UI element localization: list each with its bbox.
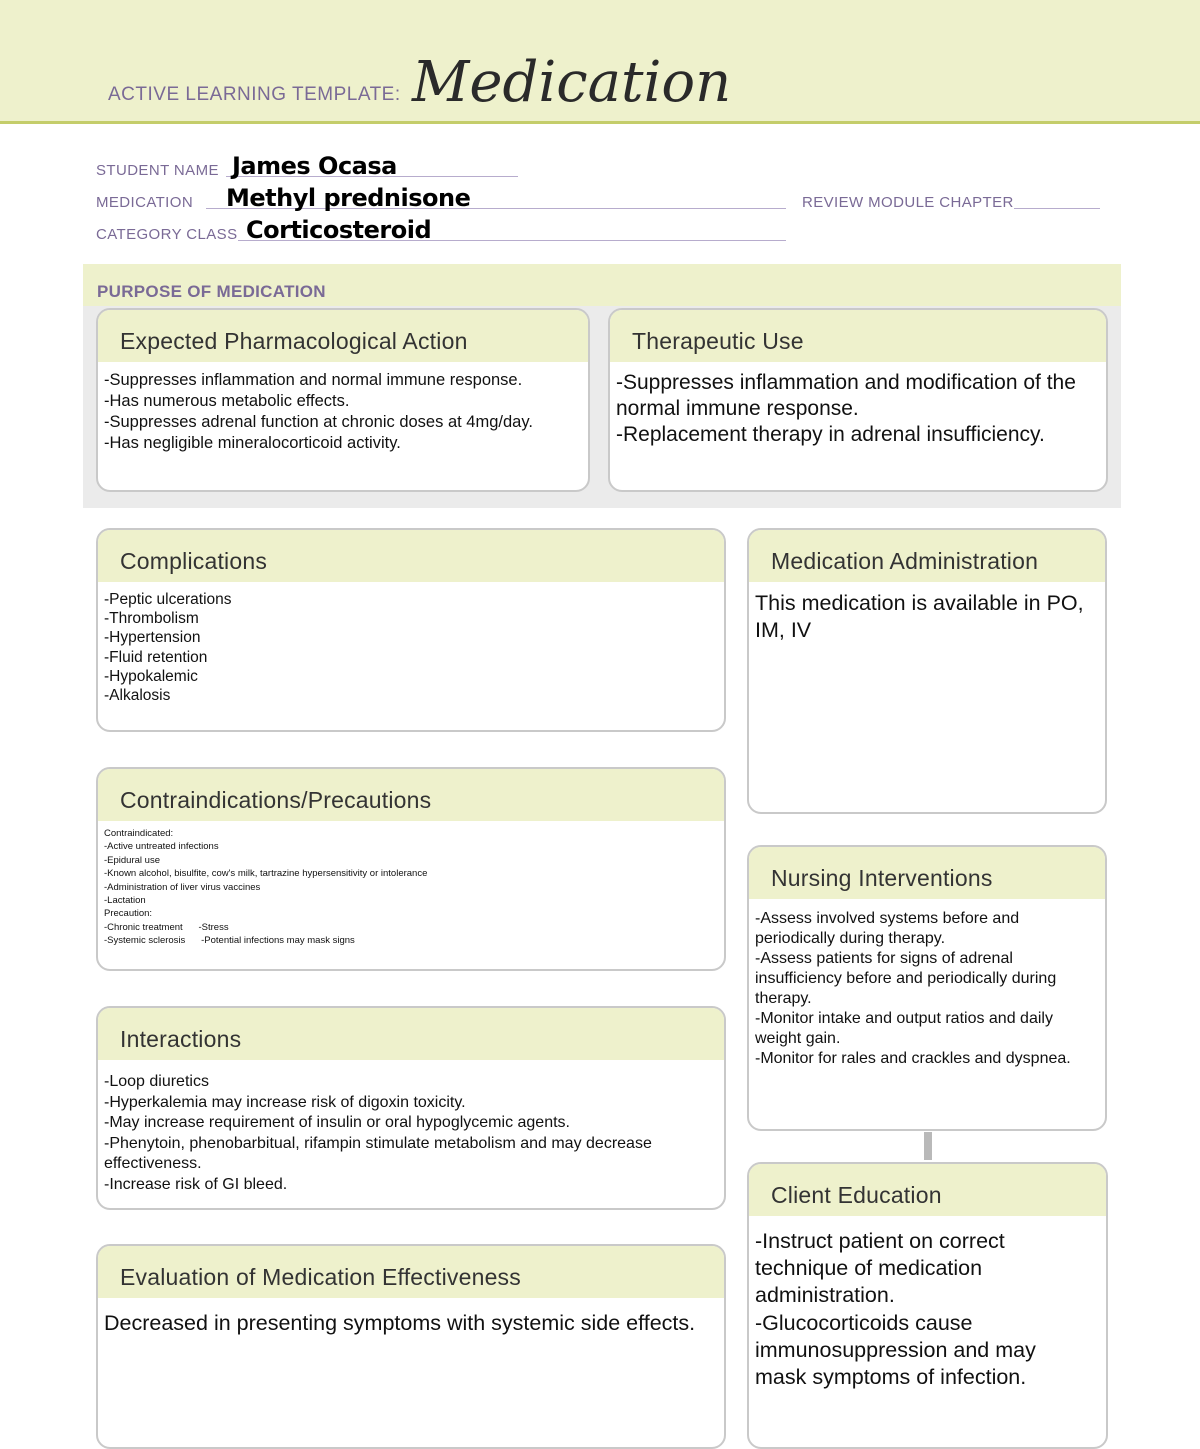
contraindications-box	[96, 767, 726, 971]
evaluation-box	[96, 1244, 726, 1449]
evaluation-title: Evaluation of Medication Effectiveness	[98, 1246, 724, 1298]
client-education-title: Client Education	[749, 1164, 1106, 1216]
therapeutic-use-box	[608, 308, 1108, 492]
template-header	[0, 0, 1200, 124]
client-education-text[interactable]: -Instruct patient on correct technique of medication administration. -Glucocorticoids cause immunosuppression and may mask symptoms of infection.	[755, 1229, 1036, 1390]
interactions-title: Interactions	[98, 1008, 724, 1060]
medication-field[interactable]: Methyl prednisone	[226, 184, 471, 212]
student-name-field[interactable]: James Ocasa	[232, 152, 397, 180]
therapeutic-use-text[interactable]: -Suppresses inflammation and modification of the normal immune response. -Replacement therapy in adrenal insufficiency.	[616, 371, 1076, 446]
contraindications-text[interactable]: Contraindicated: -Active untreated infections -Epidural use -Known alcohol, bisulfite, cow's milk, tartrazine hypersensitivity or intolerance -Administration of liver virus vaccines -Lactation Precaution: -Chronic treatment -Stress -Systemic sclerosis -Potential infections may mask signs	[104, 828, 428, 947]
review-module-label: REVIEW MODULE CHAPTER	[802, 194, 1014, 211]
complications-title: Complications	[98, 530, 724, 582]
complications-text[interactable]: -Peptic ulcerations -Thrombolism -Hypertension -Fluid retention -Hypokalemic -Alkalosis	[104, 591, 232, 705]
administration-text[interactable]: This medication is available in PO, IM, IV	[755, 591, 1084, 642]
interactions-box	[96, 1006, 726, 1210]
expected-action-box	[96, 308, 590, 492]
evaluation-text[interactable]: Decreased in presenting symptoms with systemic side effects.	[104, 1311, 696, 1335]
complications-box	[96, 528, 726, 732]
purpose-label: PURPOSE OF MEDICATION	[97, 282, 326, 301]
nursing-interventions-text[interactable]: -Assess involved systems before and periodically during therapy. -Assess patients for signs of adrenal insufficiency before and periodically during therapy. -Monitor intake and output ratios and daily weight gain. -Monitor for rales and crackles and dyspnea.	[755, 910, 1071, 1067]
expected-action-title: Expected Pharmacological Action	[98, 310, 588, 362]
purpose-header	[83, 264, 1121, 306]
interactions-text[interactable]: -Loop diuretics -Hyperkalemia may increase risk of digoxin toxicity. -May increase requirement of insulin or oral hypoglycemic agents. -Phenytoin, phenobarbitual, rifampin stimulate metabolism and may decrease effectiveness. -Increase risk of GI bleed.	[104, 1073, 652, 1193]
administration-box	[747, 528, 1107, 814]
client-education-box	[747, 1162, 1108, 1449]
page-title: Medication	[412, 50, 732, 115]
connector-line	[924, 1132, 932, 1160]
expected-action-text[interactable]: -Suppresses inflammation and normal immune response. -Has numerous metabolic effects. -Suppresses adrenal function at chronic doses at 4mg/day. -Has negligible mineralocorticoid activity.	[104, 371, 533, 452]
nursing-interventions-title: Nursing Interventions	[749, 847, 1105, 899]
nursing-interventions-box	[747, 845, 1107, 1131]
medication-label: MEDICATION	[96, 194, 194, 211]
contraindications-title: Contraindications/Precautions	[98, 769, 724, 821]
student-name-label: STUDENT NAME	[96, 162, 219, 179]
template-label: ACTIVE LEARNING TEMPLATE:	[108, 84, 401, 105]
category-class-field[interactable]: Corticosteroid	[246, 216, 432, 244]
administration-title: Medication Administration	[749, 530, 1105, 582]
review-module-field[interactable]	[1014, 208, 1100, 209]
therapeutic-use-title: Therapeutic Use	[610, 310, 1106, 362]
category-class-label: CATEGORY CLASS	[96, 226, 238, 243]
